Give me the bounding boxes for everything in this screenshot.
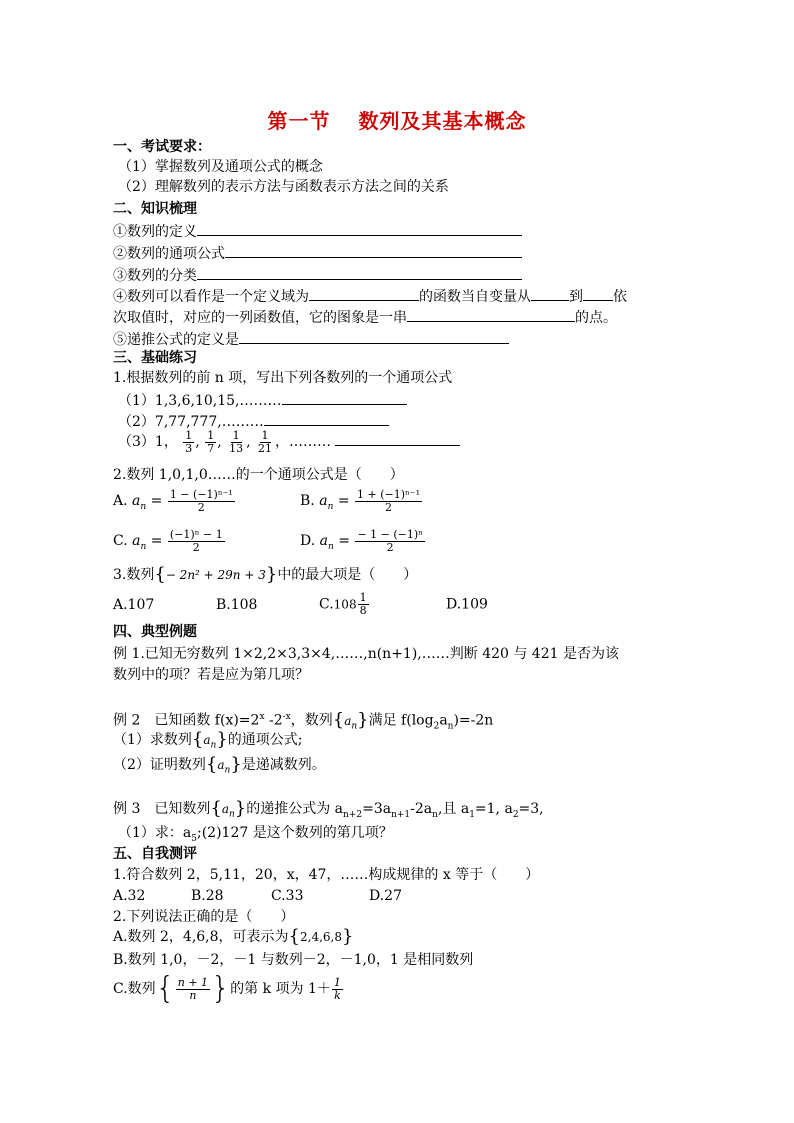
fraction: $\frac{1}{3}$ — [185, 428, 193, 455]
text-run: （1）1,3,6,10,15,……… — [118, 393, 282, 409]
frac-num: − 1 − (−1)ⁿ — [357, 527, 423, 541]
option-label: D. — [300, 533, 316, 549]
self-test-question-2-option-b: B.数列 1,0，－2，－1 与数列－2，－1,0，1 是相同数列 — [113, 952, 474, 968]
text-run: 的递推公式为 a — [246, 801, 344, 817]
example-2-line-1: 例 2 已知函数 $f(x)=2^x$ $-2^{-x}$，数列$\{a_n\}$满足 $f(\log_2a_n)=-2n$ — [113, 709, 494, 732]
section-heading-requirements: 一、考试要求： — [113, 139, 211, 155]
frac-den: 2 — [384, 500, 392, 514]
self-test-question-1: 1.符合数列 2，5,11，20，x，47，……构成规律的 x 等于（ ） — [113, 867, 540, 883]
text-run: （1）求数列 — [113, 732, 192, 748]
math-sub: n — [447, 721, 454, 732]
text-run: 的通项公式; — [227, 732, 303, 748]
math-var: a — [319, 533, 328, 549]
math-sub: 5 — [191, 833, 197, 844]
math-sub: n — [327, 501, 334, 512]
knowledge-line-general-term — [113, 243, 522, 263]
math-var: a — [132, 493, 141, 509]
text-run: a — [439, 712, 448, 729]
frac-num: 1 — [333, 975, 341, 989]
knowledge-label: ①数列的定义 — [113, 224, 197, 240]
math-eq: = — [150, 533, 163, 549]
text-run: ;(2)127 是这个数列的第几项？ — [197, 825, 393, 841]
text-run: ，……… — [275, 434, 331, 450]
blank-line[interactable] — [225, 243, 522, 258]
text-run: C.数列 — [113, 981, 156, 997]
frac-num: 1 — [359, 591, 367, 604]
section-heading-basic-practice: 三、基础练习 — [113, 350, 197, 366]
text-run: 例 2 已知函数 f(x)=2 — [113, 712, 260, 729]
text-run: （1）求：a — [118, 825, 192, 841]
math-var: a — [319, 493, 328, 509]
text-run: （2）证明数列 — [113, 757, 206, 773]
self-test-question-2-option-a: A.数列 2，4,6,8，可表示为{2,4,6,8} — [113, 926, 354, 947]
fraction: $\frac{1}{21}$ — [258, 428, 272, 455]
practice-question-2-option-b — [300, 488, 423, 520]
example-1-line-2: 数列中的项？若是应为第几项？ — [113, 667, 309, 683]
text-run: -2a — [410, 801, 433, 817]
frac-den: n — [189, 988, 197, 1002]
practice-question-3-options — [113, 592, 488, 617]
text-run: 依 — [613, 289, 627, 305]
text-run: -2 — [264, 712, 283, 729]
self-test-question-2: 2.下列说法正确的是（ ） — [113, 909, 295, 925]
knowledge-line-function-view — [113, 286, 627, 306]
frac-den: k — [334, 988, 341, 1002]
blank-line[interactable] — [583, 286, 613, 301]
math-eq: = — [338, 533, 350, 549]
fraction — [358, 592, 369, 617]
fraction — [168, 489, 235, 514]
option-label: B. — [300, 493, 315, 509]
blank-line[interactable] — [197, 265, 522, 280]
fraction — [332, 977, 343, 1002]
frac-num: (−1)ⁿ − 1 — [169, 527, 223, 541]
text-run: 到 — [569, 289, 583, 305]
math-sup: x — [259, 712, 265, 722]
math-var: a — [132, 533, 141, 549]
blank-line[interactable] — [282, 390, 407, 405]
option-d: D.27 — [369, 888, 402, 904]
option-label: C. — [113, 533, 128, 549]
knowledge-label: ③数列的分类 — [113, 268, 197, 284]
math-sup: -x — [282, 712, 291, 722]
example-1-line-1: 例 1.已知无穷数列 1×2,2×3,3×4,……,n(n+1),……判断 420 与 421 是否为该 — [113, 646, 619, 662]
section-heading-examples: 四、典型例题 — [113, 624, 197, 640]
practice-question-1a — [118, 390, 407, 410]
option-b: B.28 — [191, 888, 224, 904]
frac-den: 2 — [386, 540, 394, 554]
math-expr: − 2n² + 29n + 3 — [165, 568, 266, 582]
fraction — [355, 529, 424, 554]
text-run: 次取值时，对应的一列函数值，它的图象是一串 — [113, 310, 407, 326]
practice-question-2-option-a — [113, 488, 236, 520]
text-run: 的函数当自变量从 — [419, 289, 531, 305]
practice-question-1c: （3）1， $\frac{1}{3}$ , $\frac{1}{7}$ , $\frac{1}{13}$ , $\frac{1}{21}$ ，……… — [118, 428, 460, 456]
text-run: ④数列可以看作是一个定义域为 — [113, 289, 309, 305]
text-run: 的点。 — [575, 310, 617, 326]
math-sub: n+2 — [343, 809, 363, 820]
blank-line[interactable] — [335, 431, 460, 446]
example-2-part-2: （2）证明数列$\{a_n\}$是递减数列。 — [113, 754, 326, 776]
title-section-number: 第一节 — [267, 109, 331, 133]
knowledge-label: ②数列的通项公式 — [113, 246, 225, 262]
text-run: =3, — [518, 801, 544, 817]
requirement-item: （1）掌握数列及通项公式的概念 — [118, 159, 323, 175]
math-sub: n — [140, 541, 147, 552]
option-c: C.33 — [271, 888, 304, 904]
practice-question-1: 1.根据数列的前 n 项，写出下列各数列的一个通项公式 — [113, 370, 453, 386]
practice-question-2-option-c — [113, 528, 226, 560]
mixed-whole: 108 — [333, 597, 357, 612]
knowledge-line-definition — [113, 221, 522, 241]
math-sub: n — [432, 809, 438, 820]
text-run: =3a — [362, 801, 392, 817]
math-eq: = — [337, 493, 350, 509]
text-run: )=-2n — [453, 712, 494, 729]
text-run: 中的最大项是（ ） — [277, 567, 418, 583]
requirement-item: （2）理解数列的表示方法与函数表示方法之间的关系 — [118, 179, 449, 195]
text-run: ,且 a — [437, 801, 470, 817]
page-title — [0, 105, 794, 134]
option-d: D.109 — [446, 596, 488, 613]
knowledge-line-classification — [113, 265, 522, 285]
fraction: $\frac{1}{7}$ — [207, 428, 215, 455]
self-test-question-1-options — [113, 887, 402, 905]
blank-line[interactable] — [264, 411, 389, 426]
blank-line[interactable] — [407, 307, 575, 322]
math-sub: n+1 — [391, 809, 411, 820]
fraction — [176, 977, 210, 1002]
fraction — [168, 529, 225, 554]
example-3-line-1: 例 3 已知数列$\{a_n\}$的递推公式为 $a_{n+2}=3a_{n+1}-2a_n$,且 $a_1=1$, $a_2=3$, — [113, 798, 544, 820]
text-run: ，数列 — [290, 712, 333, 729]
frac-den: 2 — [192, 540, 200, 554]
practice-question-2-option-d — [300, 528, 426, 560]
text-run: A.数列 2，4,6,8，可表示为 — [113, 929, 289, 945]
math-sub: 1 — [469, 809, 475, 820]
text-run: 例 3 已知数列 — [113, 801, 211, 817]
knowledge-label: ⑤递推公式的定义是 — [113, 332, 239, 348]
text-run: 的第 k 项为 1＋ — [230, 981, 331, 997]
blank-line[interactable] — [239, 329, 509, 344]
frac-den: 8 — [359, 604, 367, 617]
section-heading-knowledge: 二、知识梳理 — [113, 201, 197, 217]
frac-den: 2 — [197, 500, 205, 514]
title-topic: 数列及其基本概念 — [358, 109, 527, 133]
blank-line[interactable] — [531, 286, 569, 301]
text-run: 满足 f(log — [368, 712, 434, 729]
knowledge-line-recursive — [113, 329, 509, 349]
text-run: （3）1， — [118, 434, 178, 450]
option-b: B.108 — [216, 596, 258, 613]
math-sub: 2 — [512, 809, 519, 820]
frac-num: 1 − (−1)ⁿ⁻¹ — [169, 487, 233, 501]
section-heading-self-test: 五、自我测评 — [113, 846, 197, 862]
math-sub: n — [328, 541, 334, 552]
knowledge-line-function-view-cont — [113, 307, 617, 327]
fraction — [355, 489, 422, 514]
math-sub: n — [140, 501, 147, 512]
frac-num: n + 1 — [177, 975, 209, 989]
fraction: $\frac{1}{13}$ — [229, 428, 244, 455]
option-label: C. — [319, 596, 334, 613]
math-set: 2,4,6,8 — [300, 930, 342, 944]
math-eq: = — [150, 493, 163, 509]
option-a: A.32 — [113, 888, 146, 904]
text-run: （2）7,77,777,……… — [118, 414, 264, 430]
blank-line[interactable] — [309, 286, 419, 301]
option-a: A.107 — [113, 596, 155, 613]
blank-line[interactable] — [197, 221, 522, 236]
practice-question-2: 2.数列 1,0,1,0……的一个通项公式是（ ） — [113, 467, 404, 483]
option-label: A. — [113, 493, 128, 509]
option-c — [319, 592, 446, 617]
frac-num: 1 + (−1)ⁿ⁻¹ — [357, 487, 420, 501]
practice-question-3: 3.数列{− 2n² + 29n + 3}中的最大项是（ ） — [113, 564, 418, 585]
self-test-question-2-option-c: C.数列{ $\frac{n + 1}{n}$ }的第 k 项为 1＋ $\frac{1}{k}$ — [113, 971, 341, 1006]
text-run: =1, a — [474, 801, 513, 817]
text-run: 是递减数列。 — [241, 757, 326, 773]
text-run: 3.数列 — [113, 567, 155, 583]
example-2-part-1: （1）求数列$\{a_n\}$的通项公式; — [113, 729, 303, 751]
math-sub: 2 — [433, 721, 440, 732]
